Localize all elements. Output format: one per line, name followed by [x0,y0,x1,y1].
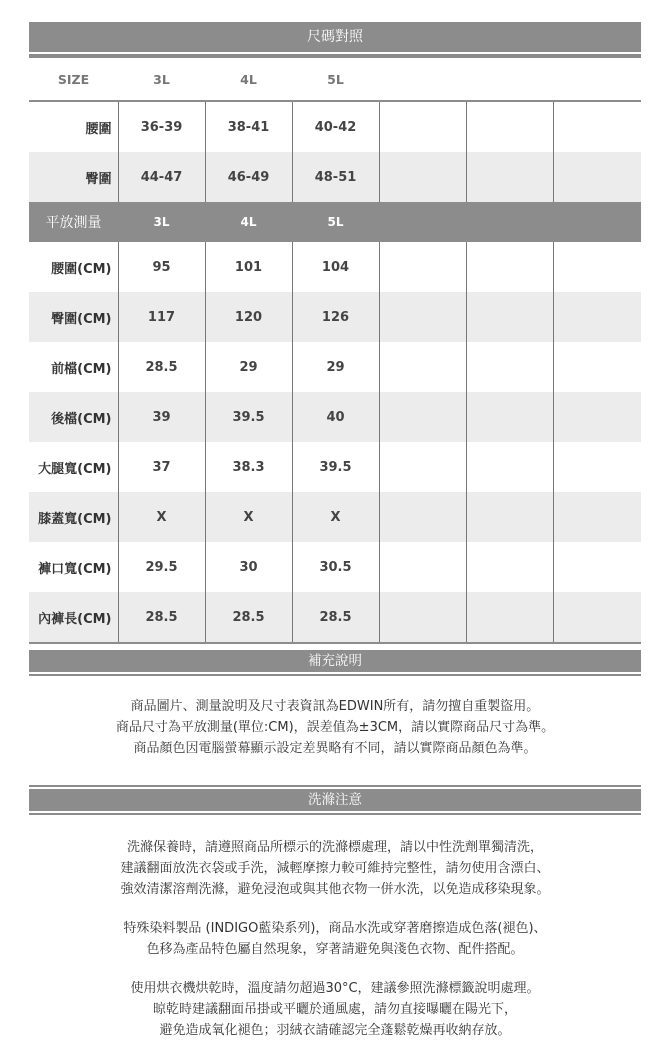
table-cell: 28.5 [205,592,292,643]
supplement-title: 補充說明 [29,650,641,672]
row-label: 臀圍 [29,152,118,203]
table-cell: 117 [118,292,205,342]
table-cell [553,442,641,492]
size-chart-header-row [29,57,641,101]
table-cell: 39 [118,392,205,442]
table-cell [553,152,641,203]
table-cell: 39.5 [292,442,379,492]
table-cell: 48-51 [292,152,379,203]
table-cell: 38.3 [205,442,292,492]
table-cell [553,101,641,152]
table-cell [379,492,466,542]
table-cell [553,392,641,442]
table-cell [379,342,466,392]
table-cell [379,392,466,442]
measure-column-header: 4L [205,204,292,241]
row-label: 前檔(CM) [29,342,118,392]
table-cell: 28.5 [118,592,205,643]
row-label: 臀圍(CM) [29,292,118,342]
care-paragraph [29,918,641,960]
table-cell [466,442,553,492]
care-title: 洗滌注意 [29,789,641,811]
size-column-header [553,57,641,101]
table-cell: 126 [292,292,379,342]
table-cell [553,592,641,643]
row-label: 褲口寬(CM) [29,542,118,592]
table-cell [466,241,553,292]
table-cell: 30 [205,542,292,592]
care-line: 色移為產品特色屬自然現象，穿著請避免與淺色衣物、配件搭配。 [146,942,524,957]
size-column-header [379,57,466,101]
table-cell: 120 [205,292,292,342]
size-column-header: 4L [205,57,292,101]
table-cell [466,342,553,392]
table-cell [466,592,553,643]
table-cell: 46-49 [205,152,292,203]
table-cell [553,542,641,592]
table-row [29,492,641,542]
table-cell [553,492,641,542]
size-info-panel [29,22,641,1041]
table-row [29,342,641,392]
table-row [29,392,641,442]
table-cell [466,492,553,542]
table-row [29,442,641,492]
care-line: 避免造成氧化褪色；羽絨衣請確認完全蓬鬆乾燥再收納存放。 [159,1023,511,1038]
measurement-title: 平放測量 [29,204,118,241]
table-cell [379,241,466,292]
care-line: 強效清潔溶劑洗滌，避免浸泡或與其他衣物一併水洗，以免造成移染現象。 [120,882,550,897]
table-row [29,592,641,643]
table-cell [379,152,466,203]
care-paragraph [29,837,641,900]
table-cell: 104 [292,241,379,292]
table-cell: 95 [118,241,205,292]
table-cell: X [205,492,292,542]
table-cell: 28.5 [118,342,205,392]
table-row [29,241,641,292]
table-cell [466,392,553,442]
table-cell: 29 [292,342,379,392]
measure-column-header [553,204,641,241]
measure-column-header [466,204,553,241]
row-label: 腰圍 [29,101,118,152]
measure-column-header [379,204,466,241]
table-row [29,542,641,592]
size-column-header: 3L [118,57,205,101]
care-notes [29,837,641,1041]
table-cell: 40 [292,392,379,442]
supplement-line: 商品顏色因電腦螢幕顯示設定差異略有不同，請以實際商品顏色為準。 [133,741,537,756]
divider [29,672,641,676]
care-line: 晾乾時建議翻面吊掛或平曬於通風處，請勿直接曝曬在陽光下， [152,1002,517,1017]
size-column-header: SIZE [29,57,118,101]
table-cell: 101 [205,241,292,292]
measure-column-header: 3L [118,204,205,241]
table-cell: 37 [118,442,205,492]
table-cell [553,241,641,292]
table-cell [379,101,466,152]
table-cell [379,592,466,643]
table-cell [379,442,466,492]
table-cell: 44-47 [118,152,205,203]
measure-column-header: 5L [292,204,379,241]
table-cell: 40-42 [292,101,379,152]
table-cell [466,152,553,203]
table-cell [379,542,466,592]
table-cell [466,101,553,152]
size-column-header [466,57,553,101]
supplement-line: 商品尺寸為平放測量(單位:CM)，誤差值為±3CM，請以實際商品尺寸為準。 [115,720,555,735]
measurement-header-row [29,204,641,241]
size-chart-table [29,56,641,204]
supplement-line: 商品圖片、測量說明及尺寸表資訊為EDWIN所有，請勿擅自重製盜用。 [130,699,540,714]
care-line: 使用烘衣機烘乾時，溫度請勿超過30°C，建議參照洗滌標籤說明處理。 [130,981,540,996]
care-line: 洗滌保養時，請遵照商品所標示的洗滌標處理，請以中性洗劑單獨清洗， [126,840,543,855]
table-row [29,101,641,152]
table-cell: 39.5 [205,392,292,442]
supplement-notes [29,696,641,759]
care-paragraph [29,978,641,1041]
table-cell: 29.5 [118,542,205,592]
table-cell: X [292,492,379,542]
table-cell [553,292,641,342]
measurement-table [29,204,641,644]
table-cell: 29 [205,342,292,392]
table-cell: 30.5 [292,542,379,592]
table-cell: X [118,492,205,542]
care-line: 特殊染料製品 (INDIGO藍染系列)，商品水洗或穿著磨擦造成色落(褪色)、 [123,921,547,936]
row-label: 大腿寬(CM) [29,442,118,492]
row-label: 腰圍(CM) [29,241,118,292]
table-row [29,152,641,203]
table-cell [379,292,466,342]
divider [29,811,641,815]
table-cell [553,342,641,392]
row-label: 後檔(CM) [29,392,118,442]
row-label: 內褲長(CM) [29,592,118,643]
table-cell: 28.5 [292,592,379,643]
size-chart-title: 尺碼對照 [29,22,641,52]
size-column-header: 5L [292,57,379,101]
row-label: 膝蓋寬(CM) [29,492,118,542]
table-cell: 36-39 [118,101,205,152]
table-cell [466,542,553,592]
care-line: 建議翻面放洗衣袋或手洗，減輕摩擦力較可維持完整性，請勿使用含漂白、 [120,861,550,876]
table-cell [466,292,553,342]
table-cell: 38-41 [205,101,292,152]
table-row [29,292,641,342]
